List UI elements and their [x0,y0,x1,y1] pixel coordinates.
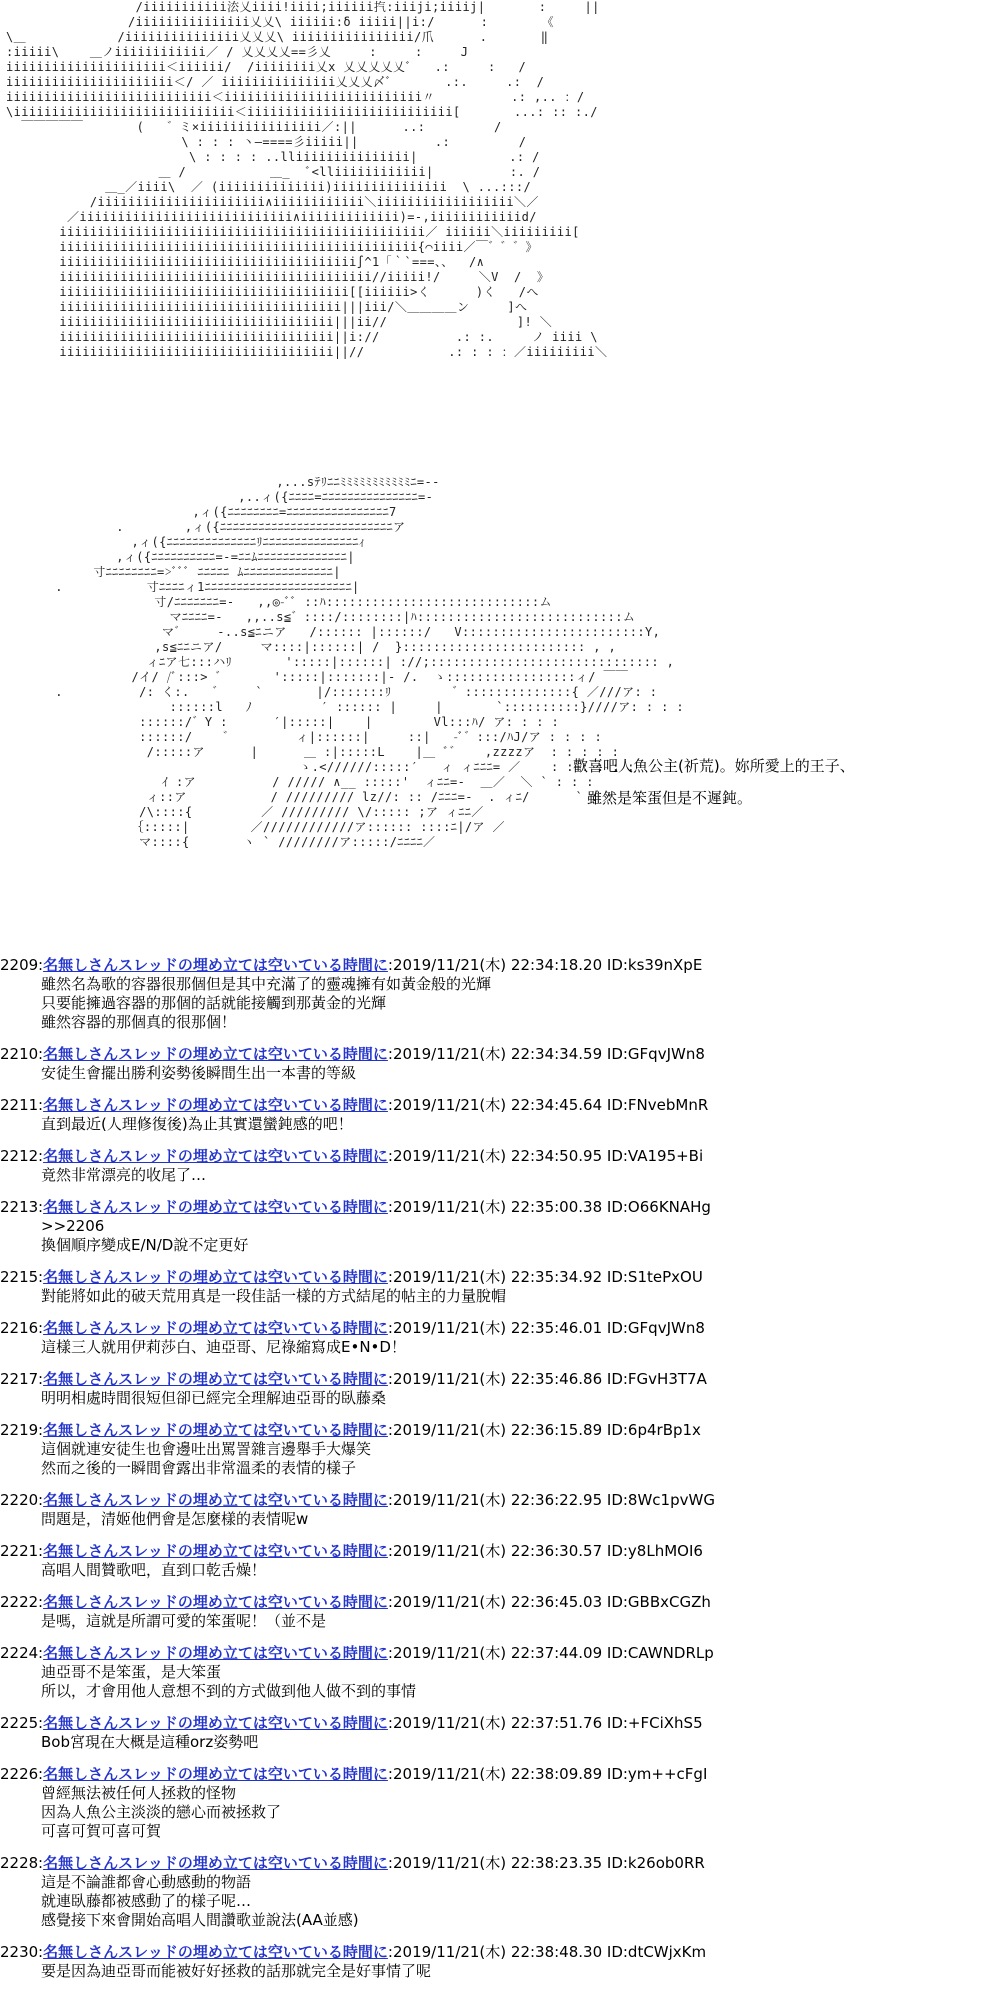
post-number: 2212 [0,1147,39,1165]
post-header [0,955,1000,975]
ascii-art-figure-lower: ,...sﾃﾘﾆﾆﾐﾐﾐﾐﾐﾐﾐﾐﾐﾐﾐﾆ=-- ,..ィ({ﾆﾆﾆﾆ=ﾆﾆﾆﾆﾆﾆﾆﾆﾆﾆﾆﾆﾆﾆﾆ=- ,ィ({ﾆﾆﾆﾆﾆﾆﾆﾆ=ﾆﾆﾆﾆﾆﾆﾆﾆﾆﾆﾆﾆﾆﾆﾆﾆ7 . ,ィ({ﾆﾆﾆﾆﾆﾆﾆﾆﾆﾆﾆﾆﾆﾆﾆﾆﾆﾆﾆﾆﾆﾆﾆﾆﾆﾆﾆア ,ィ({ﾆﾆﾆﾆﾆﾆﾆﾆﾆﾆﾆﾆﾆﾆﾘﾆﾆﾆﾆﾆﾆﾆﾆﾆﾆﾆﾆﾆﾆﾆｨ ,ィ({ﾆﾆﾆﾆﾆﾆﾆﾆﾆﾆ=-=ﾆﾆﾑﾆﾆﾆﾆﾆﾆﾆﾆﾆﾆﾆﾆﾆﾆ| 寸ﾆﾆﾆﾆﾆﾆﾆﾆ=>ﾞﾞﾞ ﾆﾆﾆﾆﾆ ﾑﾆﾆﾆﾆﾆﾆﾆﾆﾆﾆﾆﾆﾆﾆ| . 寸ﾆﾆﾆﾆィ1ﾆﾆﾆﾆﾆﾆﾆﾆﾆﾆﾆﾆﾆﾆﾆﾆﾆﾆﾆﾆﾆﾆﾆ| 寸/ﾆﾆﾆﾆﾆﾆﾆ=- ,,◎-ﾞﾞ ::ﾊ::::::::::::::::::::::::::::ム マﾆﾆﾆﾆ=- ,,..s≦゛::::/::::::::|ﾊ:::::::::::::::::::::::::::ム マ゛ -..s≦ﾆニア /:::::: |::::::/ V::::::::::::::::::::::::Y, ,s≦ﾆﾆニア/ マ::::|::::::| / }:::::::::::::::::::::::: , , ィﾆア七:::ハﾘ ':::::|::::::| ://;:::::::::::::::::::::::::::::: , /イ/ /ﾞ:::> ゛ ':::::|:::::::|- /. ゝ:::::::::::::::::ィ/ ￣￣ . /: く:. ゛ ` |/:::::::ﾘ ゛::::::::::::::{ ／///ア: : ::::::l ﾉ ′ :::::: | | `::::::::::}////ア: : : : ::::::/゛Y : ′|:::::| | Vl:::ﾊ/ ア: : : : ::::::/ ゛ ィ|::::::| ::| -ﾞ゛:::/ﾊJ/ア : : : : /:::::ア | ＿ :|:::::L |＿ ﾞ゛ ,zzzzア : : : : : ゝ.<//////:::::′ ィ ィﾆﾆﾆ= ／ : : : : : : ｲ :ア / ///// ∧__ :::::' ィﾆﾆ=- ＿／ ＼ ` : : : ィ::ア / ///////// lz//: :: /ﾆﾆﾆ=- . ィﾆ/ ` : : /\::::{ ／ ///////// \/::::: ;ア ィﾆﾆ／ ｛:::::| ／////////////ア:::::: ::::ﾆ|/ア ／ マ::::{ ヽ ` ////////ア:::::/ﾆﾆﾆﾆ／ [55,475,685,849]
post-number: 2219 [0,1421,39,1439]
post-number: 2209 [0,956,39,974]
thread-post [0,1764,1000,1841]
poster-name-link[interactable]: 名無しさんスレッドの埋め立ては空いている時間に [43,1854,388,1872]
post-body: >>2206 換個順序變成E/N/D說不定更好 [41,1217,249,1254]
post-body: 雖然名為歌的容器很那個但是其中充滿了的靈魂擁有如黃金般的光輝 只要能擁過容器的那個的話就能接觸到那黃金的光輝 雖然容器的那個真的很那個！ [41,975,492,1031]
post-number: 2225 [0,1714,39,1732]
post-number: 2221 [0,1542,39,1560]
post-header [0,1764,1000,1784]
poster-name-link[interactable]: 名無しさんスレッドの埋め立ては空いている時間に [43,1268,388,1286]
post-separator: : [38,1593,44,1611]
thread-post [0,1853,1000,1930]
narration-line-2: 雖然是笨蛋但是不遲鈍。 [587,789,753,807]
thread-post [0,1369,1000,1408]
poster-name-link[interactable]: 名無しさんスレッドの埋め立ては空いている時間に [43,956,388,974]
thread-post [0,1592,1000,1631]
post-body: Bob宮現在大概是這種orz姿勢吧 [41,1733,259,1751]
thread-post [0,1942,1000,1981]
ascii-art-mermaid-upper: /iiiiiiiiiii㳒乂iiii!iiii;iiiiii㧉:iiiji;iiiij| : || /iiiiiiiiiiiiiii乂乂\ iiiiii:δ iiiii||i:/ : 《 \＿ /iiiiiiiiiiiiiii乂乂乂\ iiiiiiiiiiiiiiii/爪 . ‖ :iiiii\ ＿ノiiiiiiiiiiii／ / 乂乂乂乂==彡乂 : : J iiiiiiiiiiiiiiiiiiiii＜iiiiii/ /iiiiiiii乂x 乂乂乂乂乂ﾞ .: : / iiiiiiiiiiiiiiiiiiiiii＜/ ／ iiiiiiiiiiiiiii乂乂乂〆ﾞ .:. .: / iiiiiiiiiiiiiiiiiiiiiiiiiii＜iiiiiiiiiiiiiiiiiiiiiiiiii〃 .: ,.. ：/ \iiiiiiiiiiiiiiiiiiiiiiiiiiiii＜iiiiiiiiiiiiiiiiiiiiiiiiiii[ ...: :: :./ ￣￣￣￣￣ ( ゛ミ×iiiiiiiiiiiiiiii／:|| ..: / \ : : : 丶―====彡iiiii|| .: / \ : : : : ..lliiiiiiiiiiiiiii| .: / ＿ / ＿_ ﾞ<lliiiiiiiiiiii| :. / ＿_／iiii\ ／ (iiiiiiiiiiiiii)iiiiiiiiiiiiiii \ ...:::/ /iiiiiiiiiiiiiiiiiiiiii∧iiiiiiiiiiii＼iiiiiiiiiiiiiiiiii＼／ ／iiiiiiiiiiiiiiiiiiiiiiiiiiii∧iiiiiiiiiiiii)=-,iiiiiiiiiiiid/ iiiiiiiiiiiiiiiiiiiiiiiiiiiiiiiiiiiiiiiiiiiiiiii／ iiiiii＼iiiiiiiii[ iiiiiiiiiiiiiiiiiiiiiiiiiiiiiiiiiiiiiiiiiiiiiii{⌒iiii／￣゛゛゛》 iiiiiiiiiiiiiiiiiiiiiiiiiiiiiiiiiiiiiii∫^1「｀`===、、 /∧ iiiiiiiiiiiiiiiiiiiiiiiiiiiiiiiiiiiiiiiii//iiiii!/ ＼V / 》 iiiiiiiiiiiiiiiiiiiiiiiiiiiiiiiiiiiiii[[iiiiii>く )く /へ iiiiiiiiiiiiiiiiiiiiiiiiiiiiiiiiiiiii|||iii/＼＿＿＿＿ン ]へ iiiiiiiiiiiiiiiiiiiiiiiiiiiiiiiiiiii|||ii// ]! ＼ iiiiiiiiiiiiiiiiiiiiiiiiiiiiiiiiiiii||i:// .: :. ノ iiii \ iiiiiiiiiiiiiiiiiiiiiiiiiiiiiiiiiiii||// .: : : ：／iiiiiiiii＼ [6,0,608,359]
narration-line-1: 歡喜吧人魚公主(祈荒)。妳所愛上的王子、 [573,757,855,775]
poster-name-link[interactable]: 名無しさんスレッドの埋め立ては空いている時間に [43,1045,388,1063]
poster-name-link[interactable]: 名無しさんスレッドの埋め立ては空いている時間に [43,1491,388,1509]
poster-name-link[interactable]: 名無しさんスレッドの埋め立ては空いている時間に [43,1542,388,1560]
post-meta: :2019/11/21(木) 22:37:51.76 ID:+FCiXhS5 [387,1714,703,1732]
thread-post [0,1541,1000,1580]
post-header [0,1942,1000,1962]
post-header [0,1044,1000,1064]
post-separator: : [38,1319,44,1337]
post-meta: :2019/11/21(木) 22:36:22.95 ID:8Wc1pvWG [387,1491,715,1509]
post-body: 是嗎，這就是所謂可愛的笨蛋呢！（並不是 [41,1612,327,1630]
post-body: 對能將如此的破天荒用真是一段佳話一樣的方式結尾的帖主的力量脫帽 [41,1287,507,1305]
post-separator: : [38,1147,44,1165]
post-header [0,1318,1000,1338]
post-header [0,1592,1000,1612]
post-meta: :2019/11/21(木) 22:34:45.64 ID:FNvebMnR [387,1096,709,1114]
post-header [0,1095,1000,1115]
post-number: 2226 [0,1765,39,1783]
post-meta: :2019/11/21(木) 22:35:34.92 ID:S1tePxOU [387,1268,703,1286]
post-body: 這個就連安徒生也會邊吐出罵詈雜言邊舉手大爆笑 然而之後的一瞬間會露出非常溫柔的表情的樣子 [41,1440,372,1477]
post-separator: : [38,1370,44,1388]
post-number: 2211 [0,1096,39,1114]
post-meta: :2019/11/21(木) 22:34:34.59 ID:GFqvJWn8 [387,1045,705,1063]
poster-name-link[interactable]: 名無しさんスレッドの埋め立ては空いている時間に [43,1593,388,1611]
poster-name-link[interactable]: 名無しさんスレッドの埋め立ては空いている時間に [43,1765,388,1783]
post-body: 竟然非常漂亮的收尾了… [41,1166,207,1184]
poster-name-link[interactable]: 名無しさんスレッドの埋め立ては空いている時間に [43,1714,388,1732]
thread-post [0,1095,1000,1134]
thread-post [0,1197,1000,1255]
poster-name-link[interactable]: 名無しさんスレッドの埋め立ては空いている時間に [43,1319,388,1337]
post-separator: : [38,1491,44,1509]
post-header [0,1853,1000,1873]
post-header [0,1369,1000,1389]
post-separator: : [38,1943,44,1961]
post-separator: : [38,1096,44,1114]
thread-post [0,1490,1000,1529]
post-body: 迪亞哥不是笨蛋，是大笨蛋 所以，才會用他人意想不到的方式做到他人做不到的事情 [41,1663,417,1700]
thread-post [0,1146,1000,1185]
thread-post [0,1318,1000,1357]
post-body: 明明相處時間很短但卻已經完全理解迪亞哥的臥藤桑 [41,1389,387,1407]
post-number: 2224 [0,1644,39,1662]
post-number: 2220 [0,1491,39,1509]
post-header [0,1541,1000,1561]
post-separator: : [38,1421,44,1439]
poster-name-link[interactable]: 名無しさんスレッドの埋め立ては空いている時間に [43,1147,388,1165]
post-meta: :2019/11/21(木) 22:36:15.89 ID:6p4rBp1x [387,1421,701,1439]
post-number: 2210 [0,1045,39,1063]
thread-post [0,1420,1000,1478]
post-meta: :2019/11/21(木) 22:38:09.89 ID:ym++cFgI [387,1765,708,1783]
post-number: 2215 [0,1268,39,1286]
post-body: 問題是，清姬他們會是怎麼樣的表情呢w [41,1510,309,1528]
post-body: 曾經無法被任何人拯救的怪物 因為人魚公主淡淡的戀心而被拯救了 可喜可賀可喜可賀 [41,1784,282,1840]
post-number: 2213 [0,1198,39,1216]
post-meta: :2019/11/21(木) 22:34:18.20 ID:ks39nXpE [387,956,703,974]
thread-posts [0,955,1000,1993]
post-body: 要是因為迪亞哥而能被好好拯救的話那就完全是好事情了呢 [41,1962,432,1980]
post-meta: :2019/11/21(木) 22:35:46.86 ID:FGvH3T7A [387,1370,707,1388]
post-number: 2216 [0,1319,39,1337]
post-number: 2222 [0,1593,39,1611]
thread-post [0,955,1000,1032]
post-body: 高唱人間贊歌吧，直到口乾舌燥！ [41,1561,267,1579]
post-meta: :2019/11/21(木) 22:35:00.38 ID:O66KNAHg [387,1198,711,1216]
thread-post [0,1267,1000,1306]
post-header [0,1643,1000,1663]
poster-name-link[interactable]: 名無しさんスレッドの埋め立ては空いている時間に [43,1943,388,1961]
post-separator: : [38,1854,44,1872]
post-header [0,1146,1000,1166]
post-body: 這樣三人就用伊莉莎白、迪亞哥、尼祿縮寫成E•N•D！ [41,1338,406,1356]
post-meta: :2019/11/21(木) 22:37:44.09 ID:CAWNDRLp [387,1644,714,1662]
post-separator: : [38,1765,44,1783]
post-body: 直到最近(人理修復後)為止其實還蠻鈍感的吧！ [41,1115,353,1133]
post-separator: : [38,1714,44,1732]
post-header [0,1490,1000,1510]
post-separator: : [38,1644,44,1662]
thread-post [0,1713,1000,1752]
post-meta: :2019/11/21(木) 22:38:48.30 ID:dtCWjxKm [387,1943,707,1961]
post-meta: :2019/11/21(木) 22:38:23.35 ID:k26ob0RR [387,1854,705,1872]
post-body: 這是不論誰都會心動感動的物語 就連臥藤都被感動了的樣子呢… 感覺接下來會開始高唱人間讚歌並說法(AA並感) [41,1873,359,1929]
poster-name-link[interactable]: 名無しさんスレッドの埋め立ては空いている時間に [43,1644,388,1662]
thread-post [0,1044,1000,1083]
post-separator: : [38,1268,44,1286]
post-meta: :2019/11/21(木) 22:34:50.95 ID:VA195+Bi [387,1147,704,1165]
post-number: 2230 [0,1943,39,1961]
post-meta: :2019/11/21(木) 22:35:46.01 ID:GFqvJWn8 [387,1319,705,1337]
post-meta: :2019/11/21(木) 22:36:45.03 ID:GBBxCGZh [387,1593,711,1611]
poster-name-link[interactable]: 名無しさんスレッドの埋め立ては空いている時間に [43,1421,388,1439]
poster-name-link[interactable]: 名無しさんスレッドの埋め立ては空いている時間に [43,1096,388,1114]
post-meta: :2019/11/21(木) 22:36:30.57 ID:y8LhMOI6 [387,1542,703,1560]
post-header [0,1267,1000,1287]
poster-name-link[interactable]: 名無しさんスレッドの埋め立ては空いている時間に [43,1198,388,1216]
post-separator: : [38,1198,44,1216]
post-header [0,1713,1000,1733]
post-body: 安徒生會擺出勝利姿勢後瞬間生出一本書的等級 [41,1064,357,1082]
post-separator: : [38,956,44,974]
post-number: 2217 [0,1370,39,1388]
post-header [0,1197,1000,1217]
post-separator: : [38,1542,44,1560]
poster-name-link[interactable]: 名無しさんスレッドの埋め立ては空いている時間に [43,1370,388,1388]
post-separator: : [38,1045,44,1063]
post-header [0,1420,1000,1440]
thread-post [0,1643,1000,1701]
post-number: 2228 [0,1854,39,1872]
